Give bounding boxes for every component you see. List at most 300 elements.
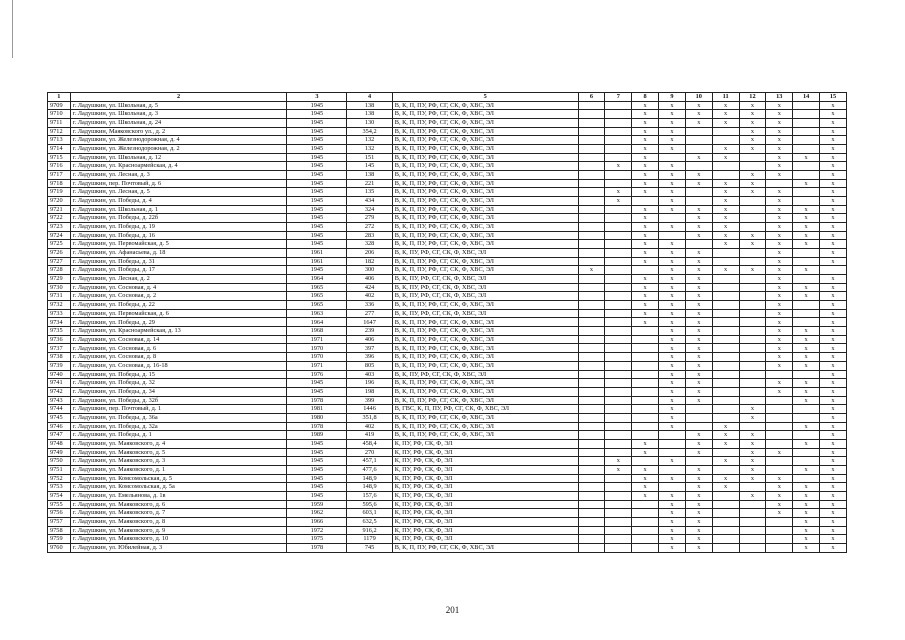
table-cell: В, К, П, ПУ, РФ, СГ, СК, Ф, ХВС, ЭЛ — [392, 301, 578, 310]
table-cell: x — [659, 240, 686, 249]
table-cell — [685, 188, 712, 197]
table-cell: 9742 — [48, 387, 71, 396]
table-cell: x — [766, 353, 793, 362]
table-cell: x — [820, 127, 847, 136]
table-cell: x — [659, 413, 686, 422]
table-cell — [712, 370, 739, 379]
table-cell — [605, 119, 632, 128]
table-cell: x — [659, 136, 686, 145]
column-header: 1 — [48, 93, 71, 102]
table-cell: 9720 — [48, 197, 71, 206]
table-cell: В, К, П, ПУ, РФ, СГ, СК, Ф, ХВС, ЭЛ — [392, 344, 578, 353]
table-cell — [793, 197, 820, 206]
table-cell — [578, 431, 605, 440]
table-cell: x — [632, 127, 659, 136]
table-cell: x — [739, 101, 766, 110]
table-cell — [766, 457, 793, 466]
table-cell: 397 — [347, 344, 392, 353]
table-cell: x — [659, 353, 686, 362]
table-cell: В, К, ПУ, РФ, СГ, СК, Ф, ХВС, ЭЛ — [392, 309, 578, 318]
table-cell: x — [632, 188, 659, 197]
table-cell: В, К, П, ПУ, РФ, СГ, СК, Ф, ХВС, ЭЛ — [392, 431, 578, 440]
table-cell: 1945 — [287, 379, 347, 388]
table-cell: x — [712, 197, 739, 206]
table-cell — [793, 474, 820, 483]
table-cell: г. Ладушкин, ул. Лесная, д. 3 — [70, 171, 287, 180]
table-cell: x — [820, 179, 847, 188]
table-cell — [578, 292, 605, 301]
table-cell — [605, 500, 632, 509]
column-header: 13 — [766, 93, 793, 102]
table-cell — [632, 457, 659, 466]
table-cell — [632, 535, 659, 544]
table-cell — [632, 431, 659, 440]
table-cell: x — [685, 153, 712, 162]
table-cell: 1971 — [287, 335, 347, 344]
table-cell: 1978 — [287, 543, 347, 552]
table-cell — [739, 197, 766, 206]
table-cell — [712, 136, 739, 145]
table-cell — [659, 153, 686, 162]
table-cell: x — [605, 465, 632, 474]
table-row — [48, 162, 847, 171]
table-cell: 324 — [347, 205, 392, 214]
table-cell: x — [793, 223, 820, 232]
table-cell: x — [685, 249, 712, 258]
table-cell: x — [685, 205, 712, 214]
table-cell — [632, 387, 659, 396]
table-cell: x — [793, 483, 820, 492]
table-cell: г. Ладушкин, ул. Победы, д. 1 — [70, 431, 287, 440]
table-cell: x — [820, 543, 847, 552]
table-cell: В, К, П, ПУ, РФ, СГ, СК, Ф, ХВС, ЭЛ — [392, 361, 578, 370]
table-cell — [605, 379, 632, 388]
table-cell — [766, 396, 793, 405]
table-cell — [605, 266, 632, 275]
table-cell — [578, 162, 605, 171]
table-cell: 9747 — [48, 431, 71, 440]
table-cell: 1965 — [287, 292, 347, 301]
table-cell: x — [739, 240, 766, 249]
table-cell: x — [766, 491, 793, 500]
table-cell: x — [632, 240, 659, 249]
table-cell — [605, 240, 632, 249]
table-cell: x — [685, 179, 712, 188]
table-cell: x — [793, 153, 820, 162]
table-cell — [578, 249, 605, 258]
table-cell: x — [820, 231, 847, 240]
table-cell — [766, 543, 793, 552]
table-cell — [605, 101, 632, 110]
table-cell: 9719 — [48, 188, 71, 197]
table-cell — [578, 283, 605, 292]
table-cell — [739, 543, 766, 552]
table-cell — [578, 257, 605, 266]
table-cell: x — [766, 249, 793, 258]
table-cell — [605, 327, 632, 336]
table-cell: x — [632, 439, 659, 448]
table-cell — [712, 344, 739, 353]
table-cell: В, К, ПУ, РФ, СГ, СК, Ф, ХВС, ЭЛ — [392, 370, 578, 379]
table-cell: 9723 — [48, 223, 71, 232]
table-cell: x — [712, 110, 739, 119]
table-cell: x — [659, 110, 686, 119]
table-cell: 1989 — [287, 431, 347, 440]
table-cell — [685, 457, 712, 466]
table-row — [48, 171, 847, 180]
table-cell: В, К, П, ПУ, РФ, СГ, СК, Ф, ХВС, ЭЛ — [392, 179, 578, 188]
table-cell: x — [739, 491, 766, 500]
table-cell: 1945 — [287, 491, 347, 500]
table-cell: 354,2 — [347, 127, 392, 136]
table-cell: x — [820, 413, 847, 422]
table-cell: x — [685, 266, 712, 275]
table-cell: x — [685, 309, 712, 318]
table-cell: 9751 — [48, 465, 71, 474]
table-cell: 1179 — [347, 535, 392, 544]
table-cell — [739, 483, 766, 492]
table-cell: г. Ладушкин, ул. Сосновая, д. 16-18 — [70, 361, 287, 370]
table-cell: г. Ладушкин, пер. Почтовый, д. 1 — [70, 405, 287, 414]
table-cell: 9722 — [48, 214, 71, 223]
table-cell: x — [793, 214, 820, 223]
table-cell: В, К, П, ПУ, РФ, СГ, СК, Ф, ХВС, ЭЛ — [392, 396, 578, 405]
table-cell: 138 — [347, 171, 392, 180]
table-row — [48, 327, 847, 336]
table-cell: 206 — [347, 249, 392, 258]
table-cell: 279 — [347, 214, 392, 223]
table-cell — [605, 396, 632, 405]
table-cell — [712, 162, 739, 171]
table-row — [48, 110, 847, 119]
table-cell — [578, 275, 605, 284]
table-cell — [578, 439, 605, 448]
table-cell — [605, 214, 632, 223]
table-cell: x — [820, 387, 847, 396]
table-cell: x — [659, 119, 686, 128]
table-cell — [712, 491, 739, 500]
table-cell: 1981 — [287, 405, 347, 414]
table-cell — [685, 197, 712, 206]
table-cell: x — [739, 413, 766, 422]
table-cell — [685, 136, 712, 145]
table-cell — [632, 405, 659, 414]
table-cell: x — [820, 101, 847, 110]
table-cell: x — [793, 266, 820, 275]
table-cell — [739, 309, 766, 318]
table-cell: x — [632, 145, 659, 154]
table-cell: 9713 — [48, 136, 71, 145]
table-cell: x — [685, 535, 712, 544]
table-cell: x — [659, 127, 686, 136]
table-cell: 9754 — [48, 491, 71, 500]
table-cell: x — [685, 231, 712, 240]
table-cell — [578, 197, 605, 206]
table-row — [48, 266, 847, 275]
table-cell: x — [578, 266, 605, 275]
table-cell: 9710 — [48, 110, 71, 119]
table-cell: x — [766, 344, 793, 353]
table-cell — [712, 396, 739, 405]
table-cell: г. Ладушкин, ул. Школьная, д. 1 — [70, 205, 287, 214]
table-cell — [739, 422, 766, 431]
table-cell: x — [820, 249, 847, 258]
table-cell: г. Ладушкин, ул. Железнодорожная, д. 4 — [70, 136, 287, 145]
table-cell: x — [739, 136, 766, 145]
table-row — [48, 483, 847, 492]
table-cell: x — [739, 110, 766, 119]
table-cell: 151 — [347, 153, 392, 162]
table-cell — [605, 171, 632, 180]
table-cell: 1945 — [287, 205, 347, 214]
table-cell: 132 — [347, 145, 392, 154]
table-cell: 9718 — [48, 179, 71, 188]
table-row — [48, 257, 847, 266]
table-cell: 1963 — [287, 309, 347, 318]
table-cell: К, ПУ, РФ, СК, Ф, ЭЛ — [392, 500, 578, 509]
table-cell: 1976 — [287, 370, 347, 379]
table-cell — [793, 318, 820, 327]
table-cell: x — [820, 223, 847, 232]
table-cell: г. Ладушкин, ул. Победы, д. 19 — [70, 223, 287, 232]
table-cell: x — [766, 188, 793, 197]
table-cell: x — [820, 335, 847, 344]
table-cell: г. Ладушкин, ул. Победы, д. 17 — [70, 266, 287, 275]
table-cell: x — [685, 283, 712, 292]
table-cell: 9752 — [48, 474, 71, 483]
table-cell: x — [632, 283, 659, 292]
table-cell: 9736 — [48, 335, 71, 344]
table-cell: 1980 — [287, 413, 347, 422]
table-cell: x — [685, 448, 712, 457]
table-cell: x — [766, 127, 793, 136]
table-cell — [605, 127, 632, 136]
table-cell: К, ПУ, РФ, СК, Ф, ЭЛ — [392, 517, 578, 526]
table-cell: 9749 — [48, 448, 71, 457]
table-cell: x — [739, 474, 766, 483]
table-cell: x — [739, 405, 766, 414]
table-cell — [578, 387, 605, 396]
table-cell: x — [712, 188, 739, 197]
table-cell: x — [659, 526, 686, 535]
table-cell: x — [659, 223, 686, 232]
table-cell — [578, 535, 605, 544]
table-cell: x — [659, 309, 686, 318]
table-cell: г. Ладушкин, ул. Юбилейная, д. 3 — [70, 543, 287, 552]
table-cell: 1945 — [287, 439, 347, 448]
table-cell: x — [659, 361, 686, 370]
table-cell: 1978 — [287, 422, 347, 431]
table-cell — [578, 318, 605, 327]
table-row — [48, 197, 847, 206]
table-cell: x — [766, 223, 793, 232]
table-cell: 1945 — [287, 483, 347, 492]
table-cell: x — [685, 344, 712, 353]
table-cell: В, К, П, ПУ, РФ, СГ, СК, Ф, ХВС, ЭЛ — [392, 197, 578, 206]
table-cell: x — [766, 110, 793, 119]
table-cell — [712, 249, 739, 258]
table-cell: x — [712, 223, 739, 232]
table-cell: 1975 — [287, 535, 347, 544]
table-cell: x — [659, 197, 686, 206]
table-cell: x — [820, 405, 847, 414]
table-cell — [739, 509, 766, 518]
table-cell: x — [632, 257, 659, 266]
table-cell: В, К, П, ПУ, РФ, СГ, СК, Ф, ХВС, ЭЛ — [392, 266, 578, 275]
table-cell: x — [605, 188, 632, 197]
table-cell: К, ПУ, РФ, СК, Ф, ЭЛ — [392, 509, 578, 518]
table-cell: 351,8 — [347, 413, 392, 422]
table-cell — [793, 275, 820, 284]
table-cell — [739, 283, 766, 292]
table-cell: x — [793, 335, 820, 344]
table-cell: 9716 — [48, 162, 71, 171]
table-cell — [632, 197, 659, 206]
table-cell: x — [793, 396, 820, 405]
table-cell: x — [820, 283, 847, 292]
table-cell — [578, 214, 605, 223]
table-cell: x — [793, 509, 820, 518]
table-cell: В, К, П, ПУ, РФ, СГ, СК, Ф, ХВС, ЭЛ — [392, 214, 578, 223]
table-cell — [739, 223, 766, 232]
table-cell: x — [820, 483, 847, 492]
table-cell: x — [820, 422, 847, 431]
table-cell: г. Ладушкин, Маяковского ул., д. 2 — [70, 127, 287, 136]
table-cell: x — [712, 119, 739, 128]
table-cell — [605, 335, 632, 344]
table-cell: 9738 — [48, 353, 71, 362]
table-cell — [739, 335, 766, 344]
table-cell: x — [712, 214, 739, 223]
table-cell: г. Ладушкин, ул. Сосновая, д. 2 — [70, 292, 287, 301]
table-cell: 1945 — [287, 127, 347, 136]
table-cell: x — [820, 491, 847, 500]
table-cell: x — [659, 301, 686, 310]
table-cell: 9758 — [48, 526, 71, 535]
table-cell — [605, 353, 632, 362]
table-cell: x — [685, 327, 712, 336]
table-cell: x — [766, 136, 793, 145]
table-cell: 403 — [347, 370, 392, 379]
table-cell — [605, 517, 632, 526]
table-cell: x — [793, 379, 820, 388]
table-cell: 9729 — [48, 275, 71, 284]
table-cell: г. Ладушкин, ул. Железнодорожная, д. 2 — [70, 145, 287, 154]
table-cell: В, К, П, ПУ, РФ, СГ, СК, Ф, ХВС, ЭЛ — [392, 318, 578, 327]
table-cell — [712, 335, 739, 344]
table-cell: x — [685, 335, 712, 344]
table-cell: г. Ладушкин, ул. Первомайская, д. 6 — [70, 309, 287, 318]
table-cell — [605, 249, 632, 258]
table-cell: 9730 — [48, 283, 71, 292]
table-cell: 1945 — [287, 119, 347, 128]
table-cell: 9759 — [48, 535, 71, 544]
table-cell — [712, 327, 739, 336]
table-cell: x — [632, 465, 659, 474]
column-header: 10 — [685, 93, 712, 102]
table-cell — [739, 387, 766, 396]
table-cell — [659, 231, 686, 240]
table-cell: 1945 — [287, 145, 347, 154]
table-cell: x — [659, 205, 686, 214]
table-cell: x — [632, 101, 659, 110]
table-cell: г. Ладушкин, ул. Маяковского, д. 4 — [70, 439, 287, 448]
table-cell: x — [793, 387, 820, 396]
table-cell: В, К, П, ПУ, РФ, СГ, СК, Ф, ХВС, ЭЛ — [392, 379, 578, 388]
table-cell — [712, 353, 739, 362]
table-cell: x — [820, 309, 847, 318]
table-cell — [605, 205, 632, 214]
table-cell: 148,9 — [347, 474, 392, 483]
table-cell — [712, 543, 739, 552]
table-cell — [739, 249, 766, 258]
table-cell — [605, 422, 632, 431]
table-row — [48, 448, 847, 457]
table-cell: x — [766, 483, 793, 492]
column-header: 7 — [605, 93, 632, 102]
table-cell — [793, 110, 820, 119]
table-cell: x — [659, 491, 686, 500]
table-cell: x — [659, 179, 686, 188]
table-cell: x — [739, 188, 766, 197]
table-cell — [712, 405, 739, 414]
table-cell — [632, 543, 659, 552]
table-cell: x — [632, 171, 659, 180]
table-cell: x — [766, 301, 793, 310]
table-cell — [578, 370, 605, 379]
table-cell — [712, 318, 739, 327]
table-cell — [712, 500, 739, 509]
table-row — [48, 361, 847, 370]
table-cell — [578, 396, 605, 405]
table-cell: 1945 — [287, 197, 347, 206]
table-cell — [578, 223, 605, 232]
table-cell — [712, 379, 739, 388]
table-cell: x — [659, 249, 686, 258]
table-cell: 1965 — [287, 301, 347, 310]
table-row — [48, 292, 847, 301]
table-cell — [605, 474, 632, 483]
table-cell — [578, 422, 605, 431]
table-cell: x — [712, 240, 739, 249]
table-cell: 399 — [347, 396, 392, 405]
table-cell: x — [685, 353, 712, 362]
table-cell: г. Ладушкин, ул. Школьная, д. 5 — [70, 101, 287, 110]
table-cell: 1945 — [287, 465, 347, 474]
table-cell: г. Ладушкин, ул. Лесная, д. 5 — [70, 188, 287, 197]
table-body — [48, 101, 847, 552]
table-cell — [605, 526, 632, 535]
table-cell — [605, 309, 632, 318]
table-cell — [739, 275, 766, 284]
table-cell: 1945 — [287, 171, 347, 180]
table-cell: 745 — [347, 543, 392, 552]
table-cell: 9714 — [48, 145, 71, 154]
table-cell: 9745 — [48, 413, 71, 422]
table-cell: x — [685, 500, 712, 509]
table-cell: x — [632, 179, 659, 188]
table-cell: 1945 — [287, 474, 347, 483]
table-cell: x — [712, 439, 739, 448]
table-cell — [632, 526, 659, 535]
table-cell — [712, 517, 739, 526]
table-cell — [578, 491, 605, 500]
table-cell — [793, 431, 820, 440]
table-cell — [739, 526, 766, 535]
table-cell — [739, 396, 766, 405]
table-row — [48, 439, 847, 448]
table-cell: x — [685, 361, 712, 370]
